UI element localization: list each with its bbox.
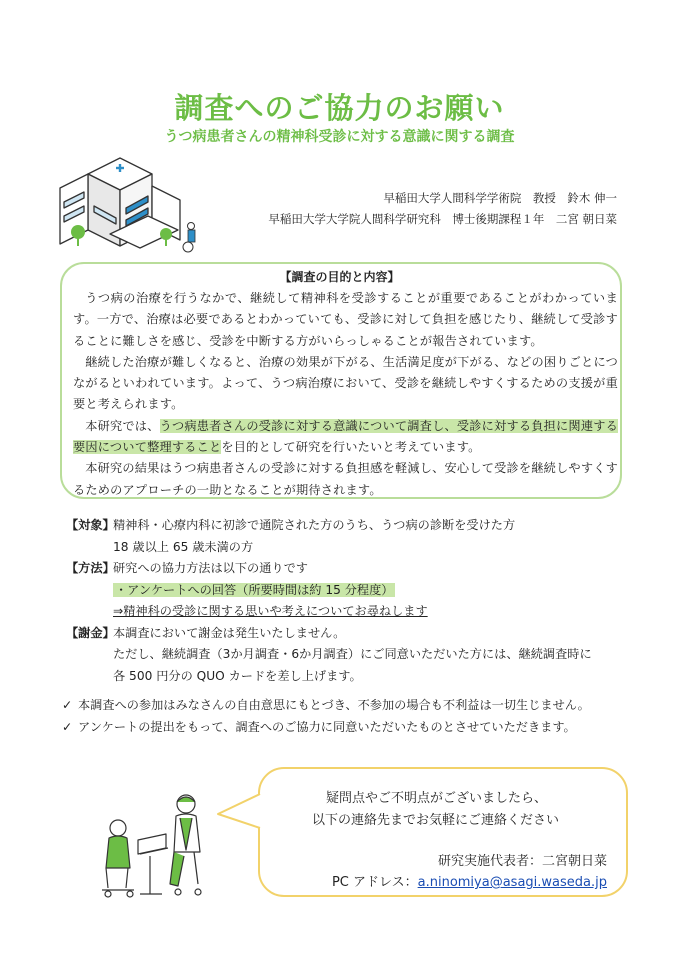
reward-text: ただし、継続調査（3か月調査・6か月調査）にご同意いただいた方には、継続調査時に xyxy=(113,647,592,661)
email-link[interactable]: a.ninomiya@asagi.waseda.jp xyxy=(417,875,607,890)
method-text: 研究への協力方法は以下の通りです xyxy=(113,561,308,575)
target-label: 【対象】 xyxy=(66,518,115,532)
target-text: 18 歳以上 65 歳未満の方 xyxy=(113,539,254,554)
reward-label: 【謝金】 xyxy=(66,625,115,640)
note-item: ✓ アンケートの提出をもって、調査へのご協力に同意いただいたものとさせていただきます。 xyxy=(62,716,632,738)
check-icon: ✓ xyxy=(62,698,73,712)
check-icon: ✓ xyxy=(62,720,73,734)
contact-email-row xyxy=(332,871,607,890)
reward-text: 本調査において謝金は発生いたしません。 xyxy=(113,625,346,640)
notes-list xyxy=(62,694,632,738)
purpose-heading: 【調査の目的と内容】 xyxy=(279,270,400,284)
purpose-text: を目的として研究を行いたいと考えています。 xyxy=(221,440,481,455)
page-title: 調査へのご協力のお願い xyxy=(174,91,505,125)
email-label: PC アドレス： xyxy=(331,875,418,890)
consultation-illustration-icon xyxy=(94,784,224,904)
purpose-body xyxy=(73,288,618,501)
reward-text: 各 500 円分の QUO カードを差し上げます。 xyxy=(113,668,362,683)
method-label: 【方法】 xyxy=(66,561,115,575)
contact-representative: 研究実施代表者：二宮朝日菜 xyxy=(437,854,607,869)
purpose-paragraph: うつ病の治療を行うなかで、継続して精神科を受診することが重要であることがわかっています。一方で、治療は必要であるとわかっていても、受診に対して負担を感じたり、継続して受診することに難しさを感じ、受診を中断する方がいらっしゃることが報告されています。 xyxy=(73,291,618,348)
purpose-highlight: うつ病患者さんの受診に対する意識について調査し、受診に対する負担に関連する要因について整理すること xyxy=(73,418,619,455)
purpose-paragraph xyxy=(73,416,618,459)
purpose-text: 本研究では、 xyxy=(85,418,160,433)
author-professor: 早稲田大学人間科学学術院 教授 鈴木 伸一 xyxy=(383,191,617,205)
contact-message: 以下の連絡先までお気軽にご連絡ください xyxy=(312,813,560,828)
page-subtitle: うつ病患者さんの精神科受診に対する意識に関する調査 xyxy=(164,129,515,145)
target-text: 精神科・心療内科に初診で通院された方のうち、うつ病の診断を受けた方 xyxy=(113,518,516,532)
author-student: 早稲田大学大学院人間科学研究科 博士後期課程１年 二宮 朝日菜 xyxy=(268,212,617,226)
study-info xyxy=(66,515,626,687)
hospital-illustration-icon xyxy=(58,146,208,256)
method-survey: ・アンケートへの回答（所要時間は約 15 分程度） xyxy=(115,582,394,597)
speech-bubble-tail-icon xyxy=(214,790,264,834)
note-item: ✓ 本調査への参加はみなさんの自由意思にもとづき、不参加の場合も不利益は一切生じません。 xyxy=(62,694,632,716)
purpose-paragraph: 継続した治療が難しくなると、治療の効果が下がる、生活満足度が下がる、などの困りごとにつながるといわれています。よって、うつ病治療において、受診を継続しやすくするための支援が重要と考えられます。 xyxy=(73,354,618,412)
method-detail: ⇒精神科の受診に関する思いや考えについてお尋ねします xyxy=(113,604,428,618)
contact-message: 疑問点やご不明点がございましたら、 xyxy=(326,791,548,806)
purpose-paragraph: 本研究の結果はうつ病患者さんの受診に対する負担感を軽減し、安心して受診を継続しやすくするためのアプローチの一助となることが期待されます。 xyxy=(73,461,618,497)
